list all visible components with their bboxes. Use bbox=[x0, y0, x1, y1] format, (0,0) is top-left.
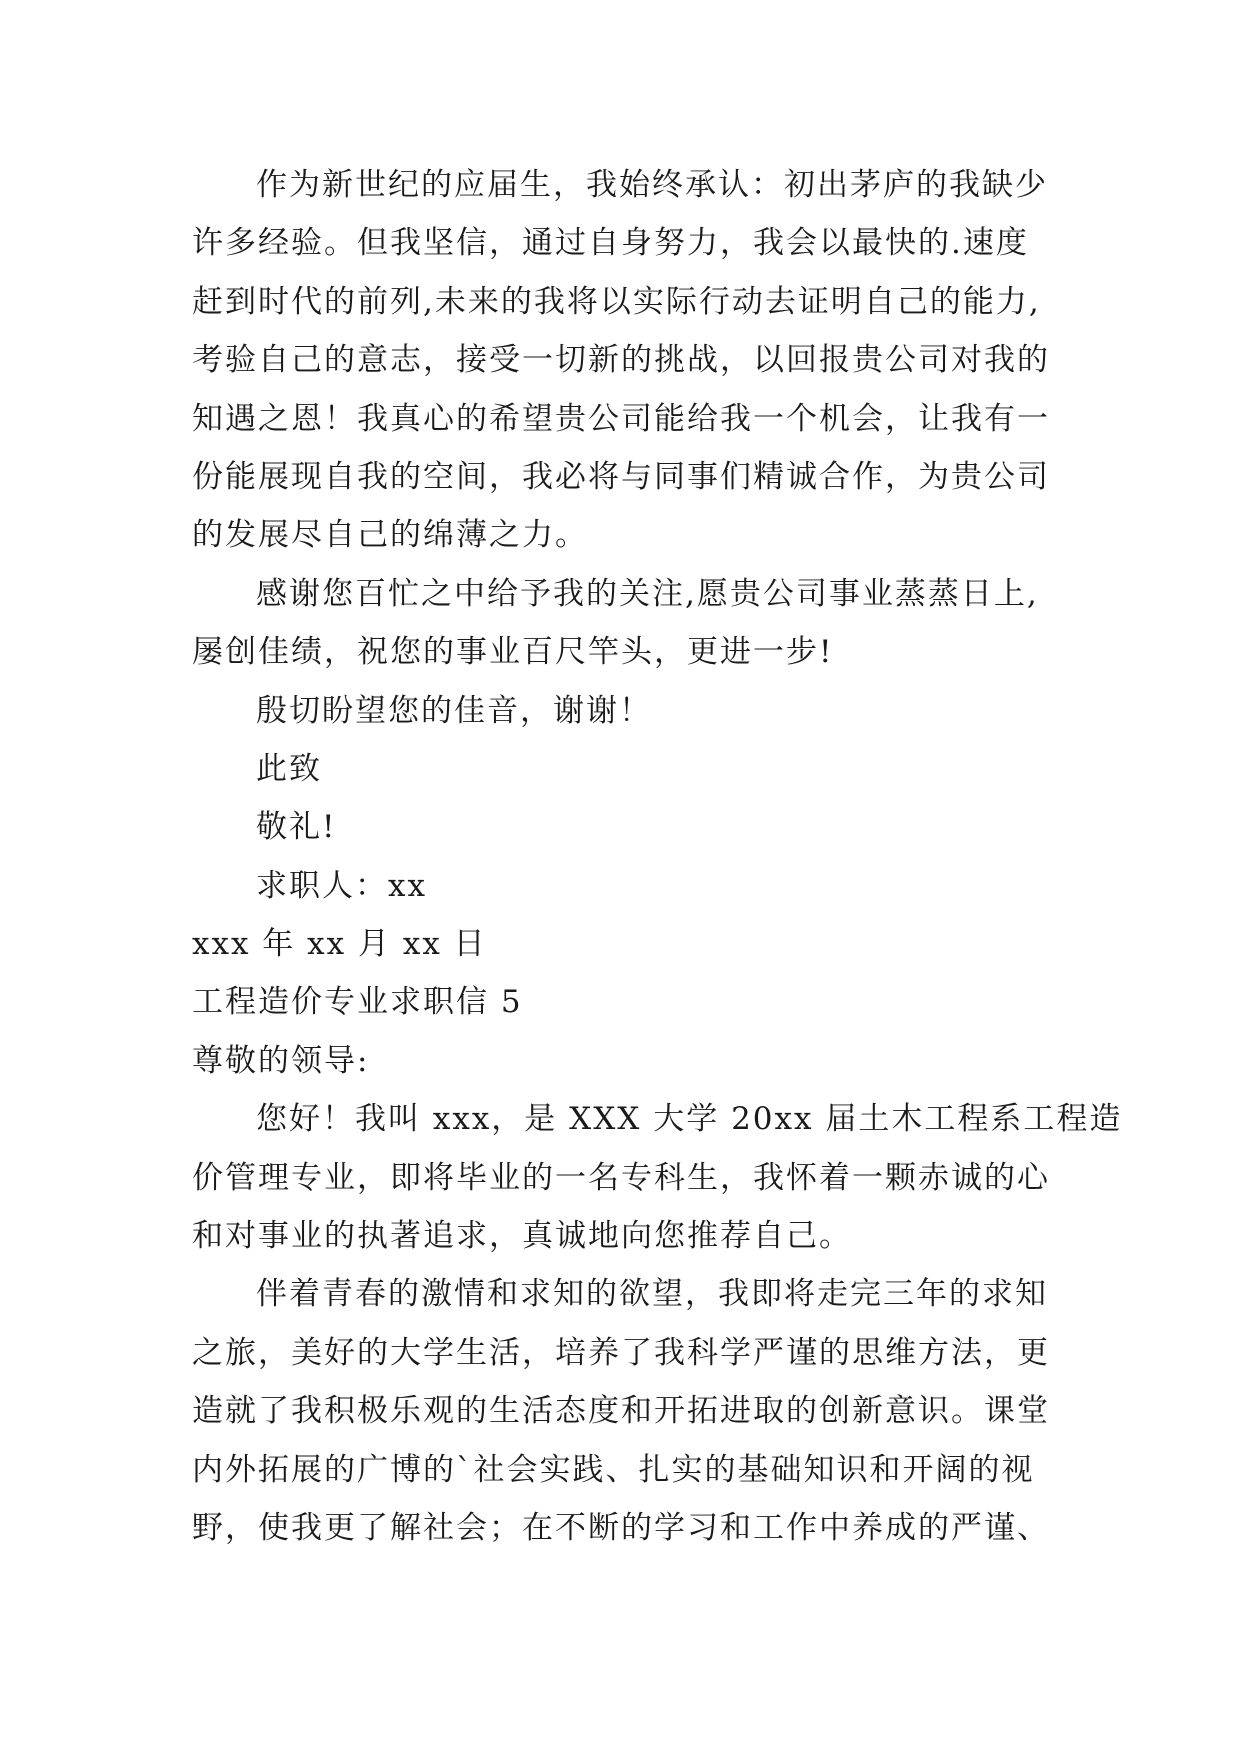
text-line: 内外拓展的广博的`社会实践、扎实的基础知识和开阔的视 bbox=[192, 1451, 1035, 1488]
text-line: 考验自己的意志，接受一切新的挑战，以回报贵公司对我的 bbox=[192, 342, 1050, 379]
text-line: 之旅，美好的大学生活，培养了我科学严谨的思维方法，更 bbox=[192, 1334, 1050, 1371]
text-line: 造就了我积极乐观的生活态度和开拓进取的创新意识。课堂 bbox=[192, 1393, 1050, 1430]
text-line: 尊敬的领导: bbox=[192, 1042, 370, 1079]
text-line: 感谢您百忙之中给予我的关注,愿贵公司事业蒸蒸日上, bbox=[256, 575, 1039, 612]
text-line: 屡创佳绩，祝您的事业百尺竿头，更进一步! bbox=[192, 634, 834, 671]
text-line: 殷切盼望您的佳音，谢谢！ bbox=[256, 692, 652, 729]
text-line: 份能展现自我的空间，我必将与同事们精诚合作，为贵公司 bbox=[192, 458, 1050, 495]
text-line: 求职人：xx bbox=[256, 867, 427, 904]
text-line: 赶到时代的前列,未来的我将以实际行动去证明自己的能力, bbox=[192, 283, 1041, 320]
text-line: 知遇之恩！我真心的希望贵公司能给我一个机会，让我有一 bbox=[192, 400, 1050, 437]
text-line: 许多经验。但我坚信，通过自身努力，我会以最快的.速度 bbox=[192, 225, 1029, 262]
text-line: xxx 年 xx 月 xx 日 bbox=[192, 926, 487, 963]
text-line: 价管理专业，即将毕业的一名专科生，我怀着一颗赤诚的心 bbox=[192, 1159, 1050, 1196]
text-line: 作为新世纪的应届生，我始终承认：初出茅庐的我缺少 bbox=[256, 167, 1048, 203]
text-line: 工程造价专业求职信 5 bbox=[192, 984, 523, 1021]
text-line: 的发展尽自己的绵薄之力。 bbox=[192, 517, 588, 554]
text-line: 您好！我叫 xxx，是 XXX 大学 20xx 届土木工程系工程造 bbox=[256, 1101, 1123, 1138]
text-line: 此致 bbox=[256, 750, 322, 787]
text-line: 野，使我更了解社会；在不断的学习和工作中养成的严谨、 bbox=[192, 1509, 1050, 1546]
text-line: 伴着青春的激情和求知的欲望，我即将走完三年的求知 bbox=[256, 1276, 1048, 1313]
letter-body bbox=[192, 156, 1123, 1557]
text-line: 和对事业的执著追求，真诚地向您推荐自己。 bbox=[192, 1218, 852, 1255]
text-line: 敬礼! bbox=[256, 809, 337, 846]
